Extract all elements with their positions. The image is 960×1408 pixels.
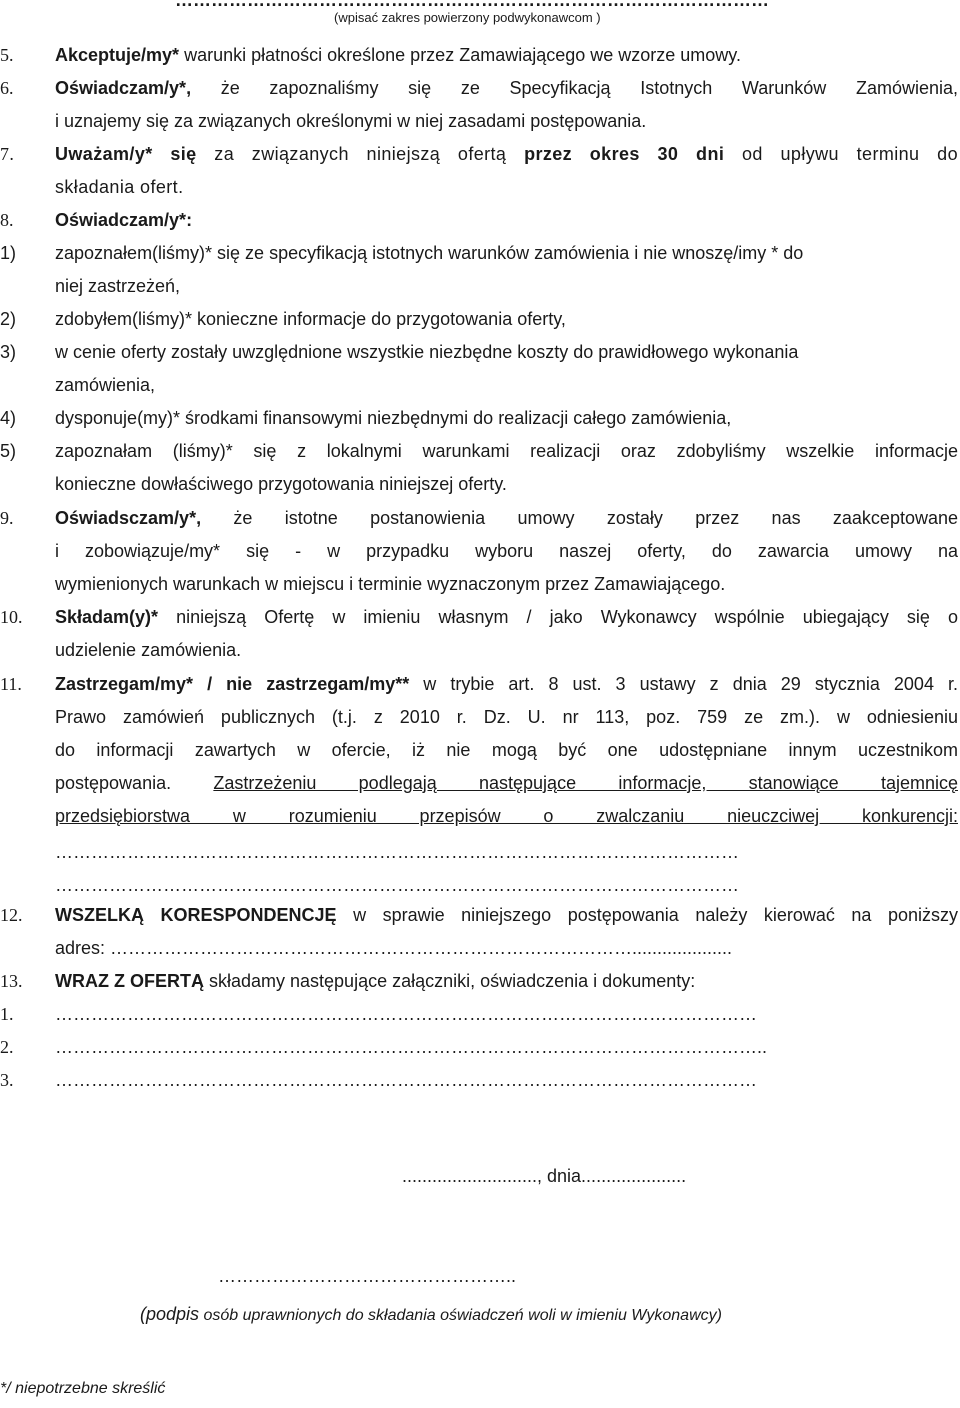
subitem-number: 4) xyxy=(0,408,17,428)
item-number: 7. xyxy=(0,144,15,164)
subitem-number: 1) xyxy=(0,243,17,263)
signature-dots: ………………………………………….. xyxy=(218,1266,517,1286)
subitem-number: 2) xyxy=(0,309,17,329)
item-number: 9. xyxy=(0,508,14,528)
item-bold: WRAZ Z OFERTĄ xyxy=(55,971,204,991)
item-number: 5. xyxy=(0,45,14,65)
subitem-number: 5) xyxy=(0,441,17,461)
item-text: że istotne postanowienia umowy zostały przez nas zaakceptowane xyxy=(201,508,958,528)
item-number: 6. xyxy=(0,78,14,98)
header-dots: ……………………………………………………………………………………… xyxy=(175,0,769,10)
place-date: ..........................., dnia..................... xyxy=(402,1166,687,1186)
footnote: */ niepotrzebne skreślić xyxy=(0,1380,166,1397)
item-text: do informacji zawartych w ofercie, iż nie mogą być one udostępniane innym uczestnikom xyxy=(55,740,958,760)
attachment-number: 3. xyxy=(0,1070,14,1090)
fill-dots: …………………………………………………………………………………………………… xyxy=(55,842,739,862)
subitem-text: zapoznałam (liśmy)* się z lokalnymi warunkami realizacji oraz zdobyliśmy wszelkie informacje xyxy=(55,441,958,461)
item-text: postępowania. xyxy=(55,773,214,793)
item-bold: Oświadczam/y*, xyxy=(55,78,192,98)
item-text: warunki płatności określone przez Zamawiającego we wzorze umowy. xyxy=(179,45,741,65)
item-number: 11. xyxy=(0,674,22,694)
item-underlined: Zastrzeżeniu podlegają następujące informacje, stanowiące tajemnicę xyxy=(213,773,958,793)
subitem-text: zamówienia, xyxy=(55,375,156,395)
item-text: w trybie art. 8 ust. 3 ustawy z dnia 29 stycznia 2004 r. xyxy=(409,674,958,694)
item-number: 13. xyxy=(0,971,23,991)
item-text: adres: …………………………………………………………………………….................... xyxy=(55,938,733,958)
item-text: za związanych niniejszą ofertą xyxy=(196,144,525,164)
signature-caption xyxy=(140,1304,722,1325)
subitem-text: w cenie oferty zostały uwzględnione wszystkie niezbędne koszty do prawidłowego wykonania xyxy=(55,342,799,362)
fill-dots: ……………………………………………………………………………………………………… xyxy=(55,1004,757,1024)
item-text: od upływu terminu do xyxy=(724,144,958,164)
fill-dots: ……………………………………………………………………………………………………….. xyxy=(55,1037,768,1057)
item-bold: przez okres 30 dni xyxy=(524,144,725,164)
item-text: składamy następujące załączniki, oświadczenia i dokumenty: xyxy=(203,971,696,991)
item-bold: Uważam/y* się xyxy=(55,144,197,164)
item-text: Prawo zamówień publicznych (t.j. z 2010 r. Dz. U. nr 113, poz. 759 ze zm.). w odniesieniu xyxy=(55,707,958,727)
item-text: i uznajemy się za związanych określonymi w niej zasadami postępowania. xyxy=(55,111,647,131)
item-bold: Oświadsczam/y*, xyxy=(55,508,202,528)
item-bold: Akceptuje/my* xyxy=(55,45,180,65)
item-text: udzielenie zamówienia. xyxy=(55,640,242,660)
item-text: że zapoznaliśmy się ze Specyfikacją Istotnych Warunków Zamówienia, xyxy=(191,78,958,98)
item-text: niniejszą Ofertę w imieniu własnym / jako Wykonawcy wspólnie ubiegający się o xyxy=(158,607,958,627)
header-note: (wpisać zakres powierzony podwykonawcom ) xyxy=(334,10,601,25)
item-bold: WSZELKĄ KORESPONDENCJĘ xyxy=(55,905,337,925)
item-text: i zobowiązuje/my* się - w przypadku wyboru naszej oferty, do zawarcia umowy na xyxy=(55,541,958,561)
item-underlined: przedsiębiorstwa w rozumieniu przepisów o zwalczaniu nieuczciwej konkurencji: xyxy=(55,806,958,826)
subitem-number: 3) xyxy=(0,342,17,362)
item-bold: Zastrzegam/my* / nie zastrzegam/my** xyxy=(55,674,410,694)
signature-podpis: (podpis xyxy=(140,1304,200,1324)
subitem-text: dysponuje(my)* środkami finansowymi niezbędnymi do realizacji całego zamówienia, xyxy=(55,408,732,428)
fill-dots: …………………………………………………………………………………………………… xyxy=(55,875,739,895)
item-bold: Oświadczam/y*: xyxy=(55,210,193,230)
item-number: 12. xyxy=(0,905,23,925)
item-bold: Składam(y)* xyxy=(55,607,159,627)
subitem-text: zdobyłem(liśmy)* konieczne informacje do przygotowania oferty, xyxy=(55,309,566,329)
subitem-text: zapoznałem(liśmy)* się ze specyfikacją istotnych warunków zamówienia i nie wnoszę/imy * do xyxy=(55,243,804,263)
fill-dots: ……………………………………………………………………………………………………… xyxy=(55,1070,757,1090)
item-number: 8. xyxy=(0,210,14,230)
item-number: 10. xyxy=(0,607,23,627)
item-text: w sprawie niniejszego postępowania należy kierować na poniższy xyxy=(336,905,958,925)
signature-text: osób uprawnionych do składania oświadczeń woli w imieniu Wykonawcy) xyxy=(199,1307,722,1324)
subitem-text: niej zastrzeżeń, xyxy=(55,276,181,296)
attachment-number: 1. xyxy=(0,1004,14,1024)
attachment-number: 2. xyxy=(0,1037,14,1057)
subitem-text: konieczne dowłaściwego przygotowania niniejszej oferty. xyxy=(55,474,507,494)
item-text: składania ofert. xyxy=(55,177,184,197)
item-text: wymienionych warunkach w miejscu i terminie wyznaczonym przez Zamawiającego. xyxy=(55,574,726,594)
